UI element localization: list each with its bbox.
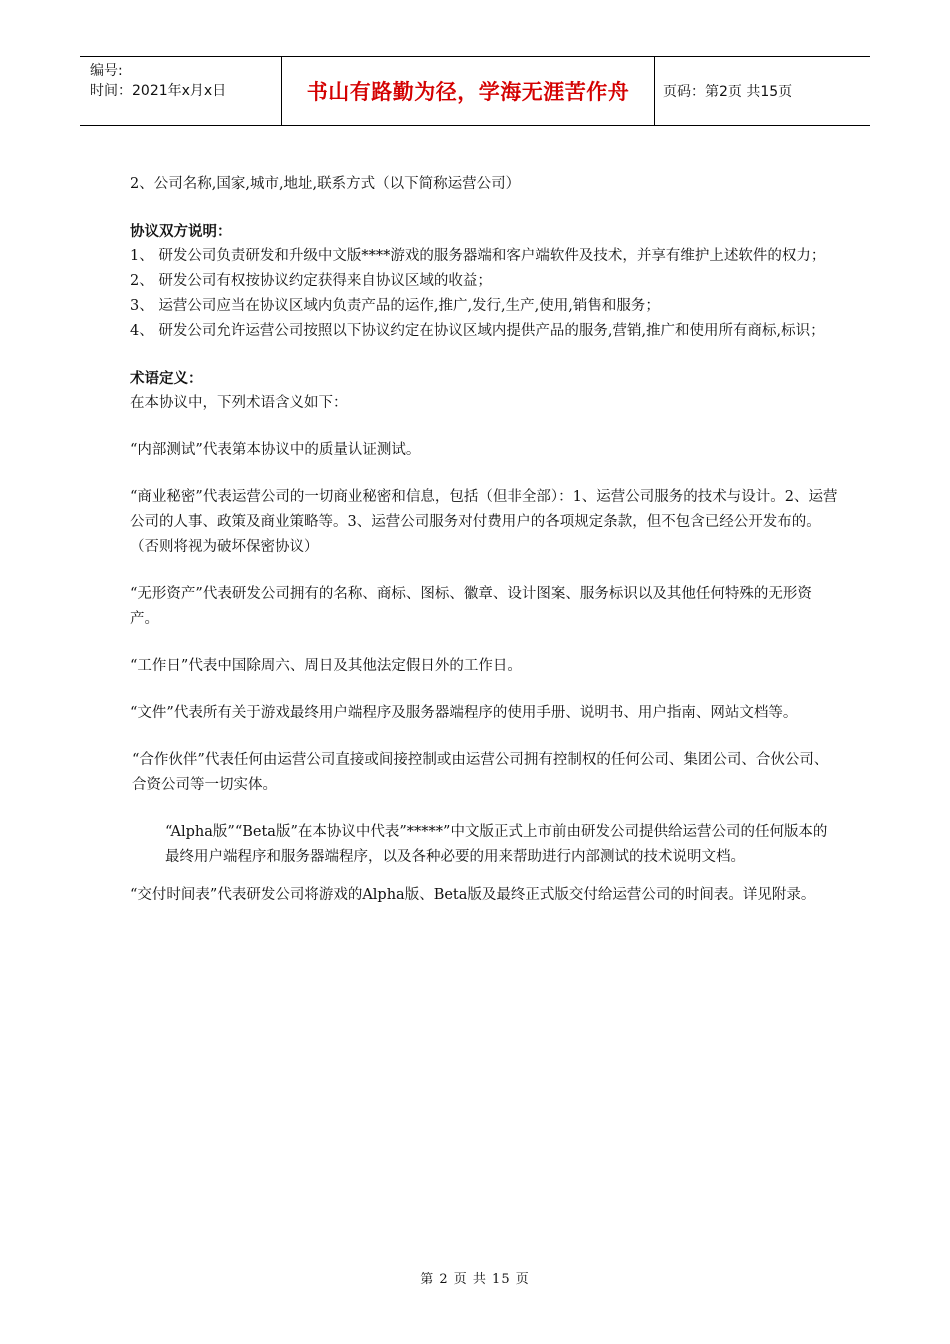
definition-documents: “文件”代表所有关于游戏最终用户端程序及服务器端程序的使用手册、说明书、用户指南、网站文档等。 (130, 705, 798, 721)
header-motto-cell (282, 57, 655, 125)
page-footer (0, 1268, 950, 1287)
definition-working-day: “工作日”代表中国除周六、周日及其他法定假日外的工作日。 (130, 658, 522, 674)
definition-internal-test: “内部测试”代表第本协议中的质量认证测试。 (130, 442, 421, 458)
document-body (130, 172, 838, 908)
definition-intangible-assets: “无形资产”代表研发公司拥有的名称、商标、图标、徽章、设计图案、服务标识以及其他任何特殊的无形资产。 (130, 586, 812, 627)
document-number-label: 编号: (90, 63, 123, 79)
definition-partner: “合作伙伴”代表任何由运营公司直接或间接控制或由运营公司拥有控制权的任何公司、集团公司、合伙公司、合资公司等一切实体。 (132, 752, 829, 793)
terms-intro: 在本协议中，下列术语含义如下： (130, 395, 348, 411)
header-page-label: 页码：第2页 共15页 (663, 84, 793, 100)
header-page-cell (655, 57, 870, 125)
definition-delivery-schedule: “交付时间表”代表研发公司将游戏的Alpha版、Beta版及最终正式版交付给运营公司的时间表。详见附录。 (130, 887, 816, 903)
definition-trade-secret: “商业秘密”代表运营公司的一切商业秘密和信息，包括（但非全部）：1、运营公司服务的技术与设计。2、运营公司的人事、政策及商业策略等。3、运营公司服务对付费用户的各项规定条款，但不包含已经公开发布的。（否则将视为破坏保密协议） (130, 489, 838, 555)
party-item-1: 1、 研发公司负责研发和升级中文版****游戏的服务器端和客户端软件及技术，并享有维护上述软件的权力； (130, 248, 826, 264)
definition-alpha-beta: “Alpha版”“Beta版”在本协议中代表”*****”中文版正式上市前由研发公司提供给运营公司的任何版本的最终用户端程序和服务器端程序，以及各种必要的用来帮助进行内部测试的技术说明文档。 (165, 824, 828, 865)
party-item-3: 3、 运营公司应当在协议区域内负责产品的运作,推广,发行,生产,使用,销售和服务； (130, 298, 660, 314)
party-item-2: 2、 研发公司有权按协议约定获得来自协议区域的收益； (130, 273, 492, 289)
header-meta-cell (80, 57, 282, 125)
parties-heading: 协议双方说明： (130, 223, 232, 240)
footer-page-number: 第 2 页 共 15 页 (420, 1272, 530, 1287)
page-header (80, 56, 870, 126)
terms-heading: 术语定义： (130, 370, 203, 387)
document-time-label: 时间：2021年x月x日 (90, 83, 227, 99)
company-intro: 2、公司名称,国家,城市,地址,联系方式（以下简称运营公司） (130, 176, 521, 192)
party-item-4: 4、 研发公司允许运营公司按照以下协议约定在协议区域内提供产品的服务,营销,推广和使用所有商标,标识； (130, 323, 825, 339)
header-motto: 书山有路勤为径，学海无涯苦作舟 (306, 80, 630, 104)
